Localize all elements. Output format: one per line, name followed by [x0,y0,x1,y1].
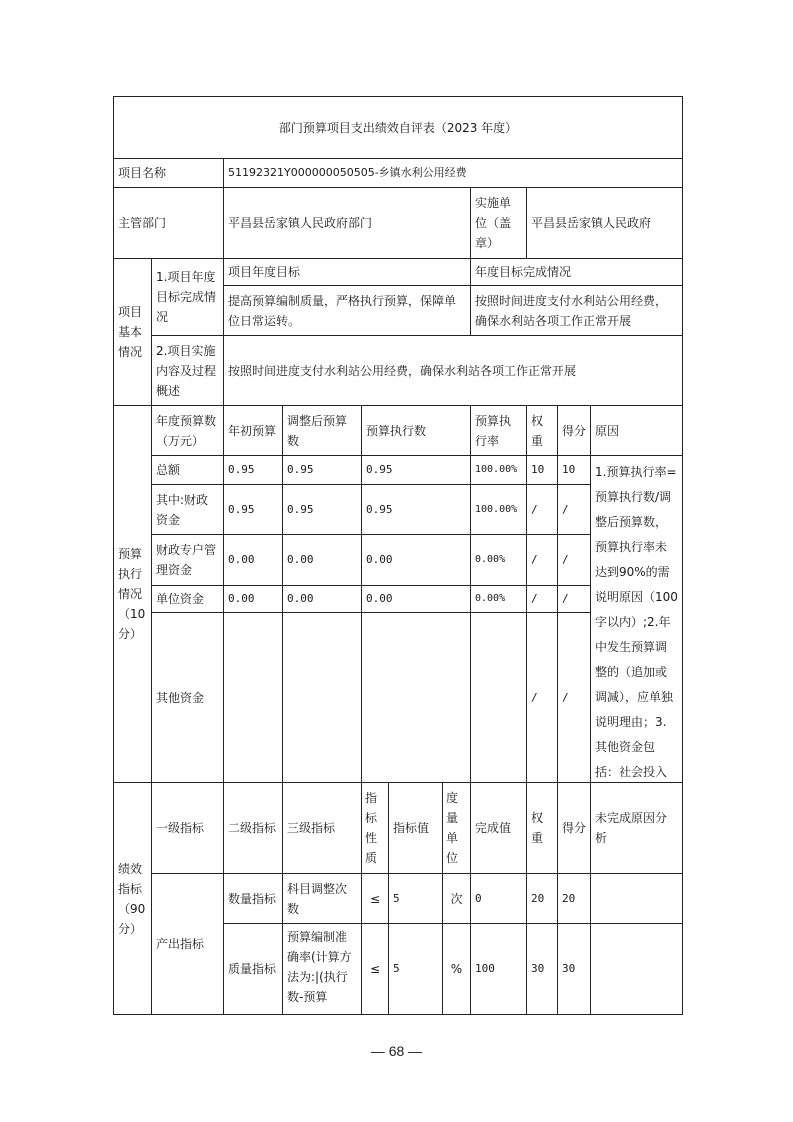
cell-text: 10 [531,463,545,476]
cell-text: 5 [393,962,400,975]
cell-text: 权重 [531,811,544,845]
cell-text: 100 [475,962,495,975]
impl-content-label-text: 2.项目实施内容及过程概述 [156,343,217,398]
budget-cell-rate [470,484,527,535]
cell-text: 科目调整次数 [287,881,348,916]
perf-header [557,782,591,874]
goal-completion-label [151,258,224,336]
perf-level2 [223,873,283,924]
cell-text: 0.95 [366,502,393,516]
done-text-content: 按照时间进度支付水利站公用经费，确保水利站各项工作正常开展 [475,293,668,328]
cell-text: 0.95 [366,463,393,476]
cell-text: ≤ [369,891,381,906]
perf-level3 [282,873,362,924]
dept-value [223,187,471,259]
perf-header [361,782,389,874]
budget-header [470,405,527,456]
cell-text: 三级指标 [287,821,336,835]
cell-text: / [531,690,538,704]
budget-cell-weight [526,585,558,613]
budget-cell-weight [526,455,558,485]
goal-text [223,285,471,336]
cell-text: 0.95 [287,463,314,476]
done-text [470,285,683,336]
budget-cell-score [557,484,591,535]
perf-header [388,782,443,874]
goal-completion-label-text: 1.项目年度目标完成情况 [156,270,217,324]
done-header-text: 年度目标完成情况 [475,265,572,279]
cell-text: 100.00% [475,464,518,475]
cell-text: 二级指标 [228,821,277,835]
perf-reason [590,923,683,1015]
cell-text: 财政专户管理资金 [156,543,217,577]
budget-header-text: 调整后预算数 [287,413,348,448]
project-name-value [223,158,683,188]
budget-cell-initial [223,534,283,586]
budget-cell-initial [223,612,283,783]
perf-score [557,923,591,1015]
cell-text: ≤ [369,962,381,976]
cell-text: 总额 [156,463,181,477]
budget-cell-weight [526,534,558,586]
perf-weight [526,923,558,1015]
perf-header [442,782,471,874]
budget-header [223,405,283,456]
perf-header [526,782,558,874]
perf-actual [470,873,527,924]
budget-cell-rate [470,612,527,783]
cell-text: 其他资金 [156,690,205,705]
cell-text: 指标性质 [365,791,378,865]
cell-text: 次 [450,891,463,906]
impl-unit-value [526,187,683,259]
cell-text: 0 [475,891,482,905]
basic-info-label [113,258,152,406]
budget-label [113,405,152,783]
perf-level1 [151,873,224,1015]
perf-actual [470,923,527,1015]
budget-cell-adjusted [282,534,362,586]
budget-header-text: 原因 [595,423,620,438]
budget-cell-weight [526,484,558,535]
perf-header [590,782,683,874]
cell-text: 20 [531,891,545,905]
form-title [113,96,683,159]
perf-value [388,923,443,1015]
budget-header-text: 权重 [531,413,544,448]
budget-header-text: 预算执行数 [366,423,427,438]
cell-text: / [562,502,569,516]
budget-row-name [151,534,224,586]
cell-text: 0.95 [228,502,255,516]
perf-unit [442,873,471,924]
budget-header [361,405,471,456]
budget-reason [590,455,683,783]
cell-text: 得分 [562,821,587,835]
perf-header [151,782,224,874]
goal-header-text: 项目年度目标 [228,265,301,279]
budget-label-text: 预算执行情况（10分） [118,547,146,641]
perf-level3 [282,923,362,1015]
cell-text: 0.00 [228,592,255,605]
budget-header [557,405,591,456]
cell-text: 其中:财政资金 [156,492,209,527]
cell-text: 0.00% [475,554,506,565]
perf-score [557,873,591,924]
basic-info-label-text: 项目基本情况 [118,305,143,359]
perf-level1-text: 产出指标 [156,937,205,951]
budget-cell-executed [361,534,471,586]
perf-label-text: 绩效指标（90分） [118,861,146,936]
cell-text: / [531,553,538,566]
perf-value [388,873,443,924]
budget-reason-text: 1.预算执行率=预算执行数/调整后预算数，预算执行率未达到90%的需说明原因（100字以内）;2.年中发生预算调整的（追加或调减），应单独说明理由；3.其他资金包括：社会投入 [595,465,678,779]
cell-text: 30 [531,962,545,975]
budget-header [590,405,683,456]
impl-content-label [151,335,224,406]
impl-unit-label [470,187,527,259]
done-header [470,258,683,286]
cell-text: 0.00% [475,593,506,604]
dept-label-text: 主管部门 [118,216,167,230]
cell-text: 未完成原因分析 [595,811,668,845]
budget-cell-initial [223,585,283,613]
budget-cell-score [557,585,591,613]
budget-cell-rate [470,455,527,485]
perf-weight [526,873,558,924]
perf-nature [361,923,389,1015]
cell-text: 0.95 [287,502,314,516]
budget-row-name [151,585,224,613]
dept-value-text: 平昌县岳家镇人民政府部门 [228,216,373,230]
project-name-label-text: 项目名称 [118,166,167,180]
budget-cell-adjusted [282,612,362,783]
cell-text: 0.95 [228,463,255,476]
perf-reason [590,873,683,924]
form-title-text: 部门预算项目支出绩效自评表（2023 年度） [278,120,518,135]
cell-text: 30 [562,962,576,975]
project-name-value-text: 51192321Y000000050505-乡镇水利公用经费 [228,166,467,179]
budget-cell-rate [470,534,527,586]
cell-text: / [562,553,569,566]
cell-text: 完成值 [475,821,512,835]
cell-text: / [562,592,569,605]
budget-cell-executed [361,612,471,783]
cell-text: / [531,592,538,605]
budget-header [282,405,362,456]
budget-cell-initial [223,484,283,535]
cell-text: 0.00 [287,592,314,605]
budget-cell-weight [526,612,558,783]
dept-label [113,187,224,259]
perf-unit [442,923,471,1015]
cell-text: 0.00 [228,553,255,566]
budget-cell-score [557,612,591,783]
cell-text: 单位资金 [156,592,205,606]
budget-cell-adjusted [282,484,362,535]
impl-content-text-content: 按照时间进度支付水利站公用经费，确保水利站各项工作正常开展 [228,363,577,378]
budget-row-name [151,612,224,783]
budget-cell-score [557,455,591,485]
goal-header [223,258,471,286]
project-name-label [113,158,224,188]
cell-text: % [450,962,463,976]
cell-text: 5 [393,891,400,905]
budget-header-text: 年度预算数（万元） [156,413,217,448]
budget-cell-executed [361,585,471,613]
perf-header [470,782,527,874]
budget-header [526,405,558,456]
page-number: — 68 — [370,1043,423,1059]
cell-text: 10 [562,463,576,476]
budget-cell-initial [223,455,283,485]
budget-cell-adjusted [282,585,362,613]
impl-unit-label-text: 实施单位（盖章） [475,196,512,250]
cell-text: 一级指标 [156,821,205,835]
budget-header-text: 预算执行率 [475,413,512,448]
budget-cell-rate [470,585,527,613]
cell-text: 0.00 [366,553,393,566]
cell-text: / [562,690,569,704]
perf-header [282,782,362,874]
perf-level2 [223,923,283,1015]
budget-header [151,405,224,456]
budget-cell-executed [361,484,471,535]
cell-text: 0.00 [287,553,314,566]
cell-text: 质量指标 [228,962,277,976]
cell-text: 20 [562,891,576,905]
impl-content-text [223,335,683,406]
budget-header-text: 得分 [562,423,587,438]
impl-unit-value-text: 平昌县岳家镇人民政府 [531,216,652,230]
cell-text: 0.00 [366,592,393,605]
perf-label [113,782,152,1015]
budget-row-name [151,484,224,535]
cell-text: 100.00% [475,503,518,515]
budget-cell-score [557,534,591,586]
cell-text: 数量指标 [228,891,277,906]
cell-text: 度量单位 [446,791,459,865]
budget-cell-adjusted [282,455,362,485]
budget-cell-executed [361,455,471,485]
perf-nature [361,873,389,924]
cell-text: 预算编制准确率(计算方法为:|(执行数-预算 [287,930,352,1004]
budget-row-name [151,455,224,485]
budget-header-text: 年初预算 [228,423,277,438]
cell-text: / [531,502,538,516]
perf-header [223,782,283,874]
cell-text: 指标值 [393,821,430,835]
goal-text-content: 提高预算编制质量，严格执行预算，保障单位日常运转。 [228,293,457,328]
